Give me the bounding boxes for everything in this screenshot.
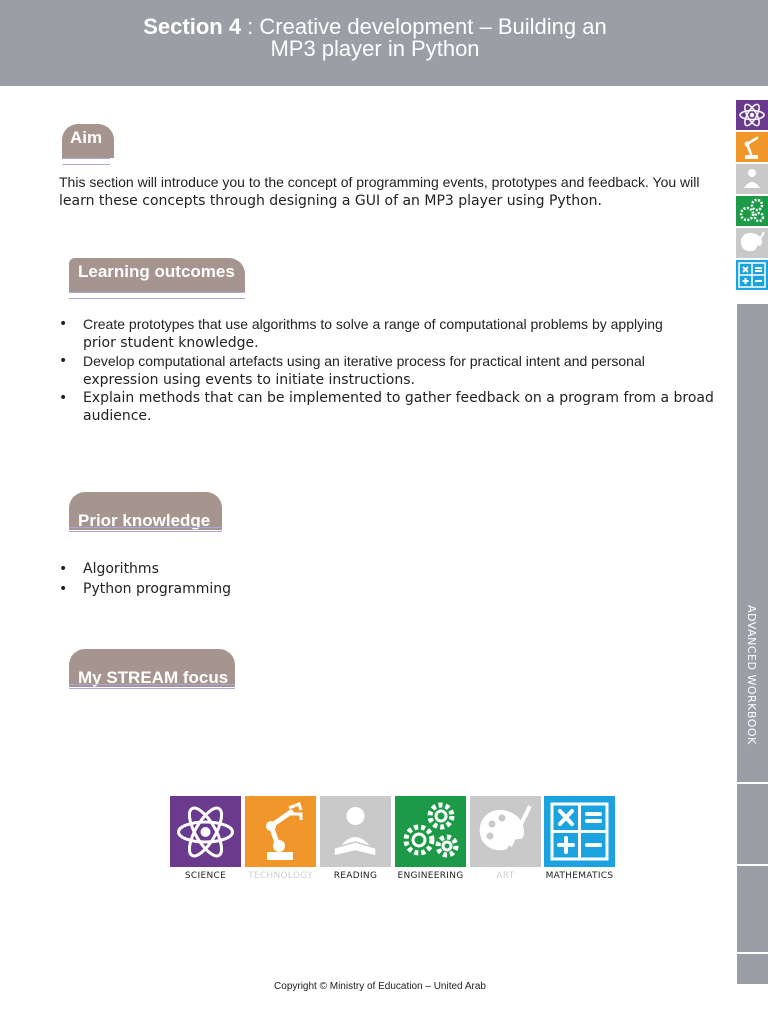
copyright-text: Copyright © Ministry of Education – United Arab — [274, 981, 486, 992]
stream-label: READING — [333, 871, 378, 881]
reader-icon — [320, 796, 391, 867]
math-symbols-icon — [736, 260, 768, 290]
prior-knowledge-heading: Prior knowledge — [78, 511, 211, 530]
math-symbols-icon — [544, 796, 615, 867]
stream-icons-row — [170, 796, 616, 886]
title-line-2: MP3 player in Python — [270, 36, 480, 61]
stream-engineering — [395, 796, 466, 881]
gears-icon — [395, 796, 466, 867]
list-item: • Create prototypes that use algorithms to solve a range of computational problems by applying prior student knowledge. — [59, 315, 727, 352]
stream-mathematics — [544, 796, 615, 881]
aim-text-line-2: learn these concepts through designing a GUI of an MP3 player using Python. — [59, 193, 602, 209]
list-item: • Explain methods that can be implemented to gather feedback on a program from a broad audience. — [59, 389, 727, 425]
page-header — [0, 0, 768, 86]
prior-knowledge-list — [59, 559, 727, 599]
side-rail-divider — [737, 864, 768, 866]
aim-text — [59, 173, 731, 210]
stream-technology — [245, 796, 316, 881]
learning-outcomes-heading: Learning outcomes — [78, 262, 235, 281]
atom-icon — [170, 796, 241, 867]
palette-icon — [470, 796, 541, 867]
stream-focus-underline — [69, 684, 235, 689]
reader-icon — [736, 164, 768, 194]
aim-text-line-1: This section will introduce you to the concept of programming events, prototypes and feedback. You will — [59, 174, 700, 190]
atom-icon — [736, 100, 768, 130]
stream-focus-heading-tab — [69, 649, 235, 687]
prior-knowledge-underline — [69, 527, 222, 532]
stream-label: TECHNOLOGY — [248, 871, 313, 881]
stream-label: SCIENCE — [184, 871, 227, 881]
title-text: : Creative development – Building an — [241, 14, 607, 39]
stream-label: ENGINEERING — [397, 871, 464, 881]
gears-icon — [736, 196, 768, 226]
palette-icon — [736, 228, 768, 258]
list-item: • Develop computational artefacts using an iterative process for practical intent and personal expression using events to initiate instructions. — [59, 352, 727, 389]
stream-focus-heading: My STREAM focus — [78, 668, 229, 687]
stream-reading — [320, 796, 391, 881]
stream-label: MATHEMATICS — [545, 871, 614, 881]
list-item: • Algorithms — [59, 559, 727, 579]
learning-outcomes-underline — [69, 292, 245, 299]
robot-arm-icon — [736, 132, 768, 162]
stream-science — [170, 796, 241, 881]
side-rail-divider — [737, 782, 768, 784]
section-label: Section 4 — [143, 14, 242, 39]
list-item: • Python programming — [59, 579, 727, 599]
side-rail-divider — [737, 952, 768, 954]
page-title — [60, 16, 690, 60]
robot-arm-icon — [245, 796, 316, 867]
stream-art — [470, 796, 541, 881]
stream-label: ART — [496, 871, 515, 881]
learning-outcomes-list — [59, 315, 727, 425]
learning-outcomes-heading-tab — [69, 258, 245, 292]
side-rail-label: ADVANCED WORKBOOK — [745, 605, 758, 745]
aim-heading: Aim — [70, 128, 103, 147]
aim-heading-tab — [62, 124, 114, 158]
prior-knowledge-heading-tab — [69, 492, 222, 530]
aim-underline — [62, 158, 110, 165]
